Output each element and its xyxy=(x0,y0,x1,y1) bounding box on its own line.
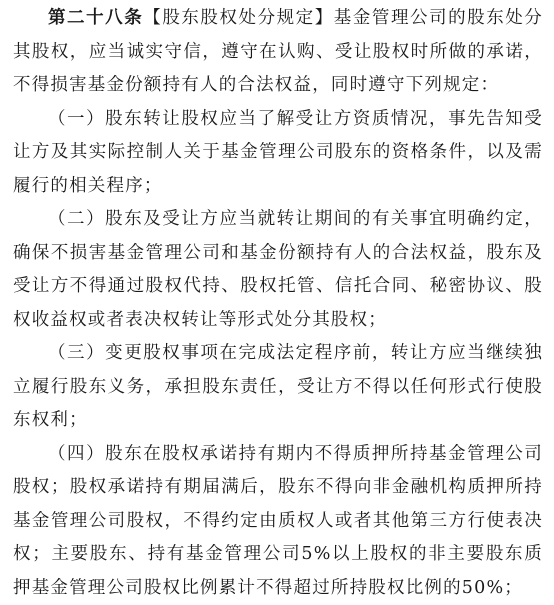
clause-3: （三）变更股权事项在完成法定程序前，转让方应当继续独立履行股东义务，承担股东责任，受让方不得以任何形式行使股东权利； xyxy=(13,337,543,438)
article-number: 第二十八条 xyxy=(48,8,143,28)
clause-4: （四）股东在股权承诺持有期内不得质押所持基金管理公司股权；股权承诺持有期届满后，股东不得向非金融机构质押所持基金管理公司股权，不得约定由质权人或者其他第三方行使表决权；主要股东、持有基金管理公司5%以上股权的非主要股东质押基金管理公司股权比例累计不得超过所持股权比例的50%； xyxy=(13,438,543,605)
clause-1: （一）股东转让股权应当了解受让方资质情况，事先告知受让方及其实际控制人关于基金管理公司股东的资格条件，以及需履行的相关程序； xyxy=(13,103,543,204)
document-body xyxy=(13,0,543,605)
clause-2: （二）股东及受让方应当就转让期间的有关事宜明确约定，确保不损害基金管理公司和基金份额持有人的合法权益，股东及受让方不得通过股权代持、股权托管、信托合同、秘密协议、股权收益权或者表决权转让等形式处分其股权； xyxy=(13,203,543,337)
article-heading-text: 【股东股权处分规定】基金管理公司的股东处分其股权，应当诚实守信，遵守在认购、受让股权时所做的承诺，不得损害基金份额持有人的合法权益，同时遵守下列规定： xyxy=(13,8,543,95)
article-paragraph xyxy=(13,2,543,103)
